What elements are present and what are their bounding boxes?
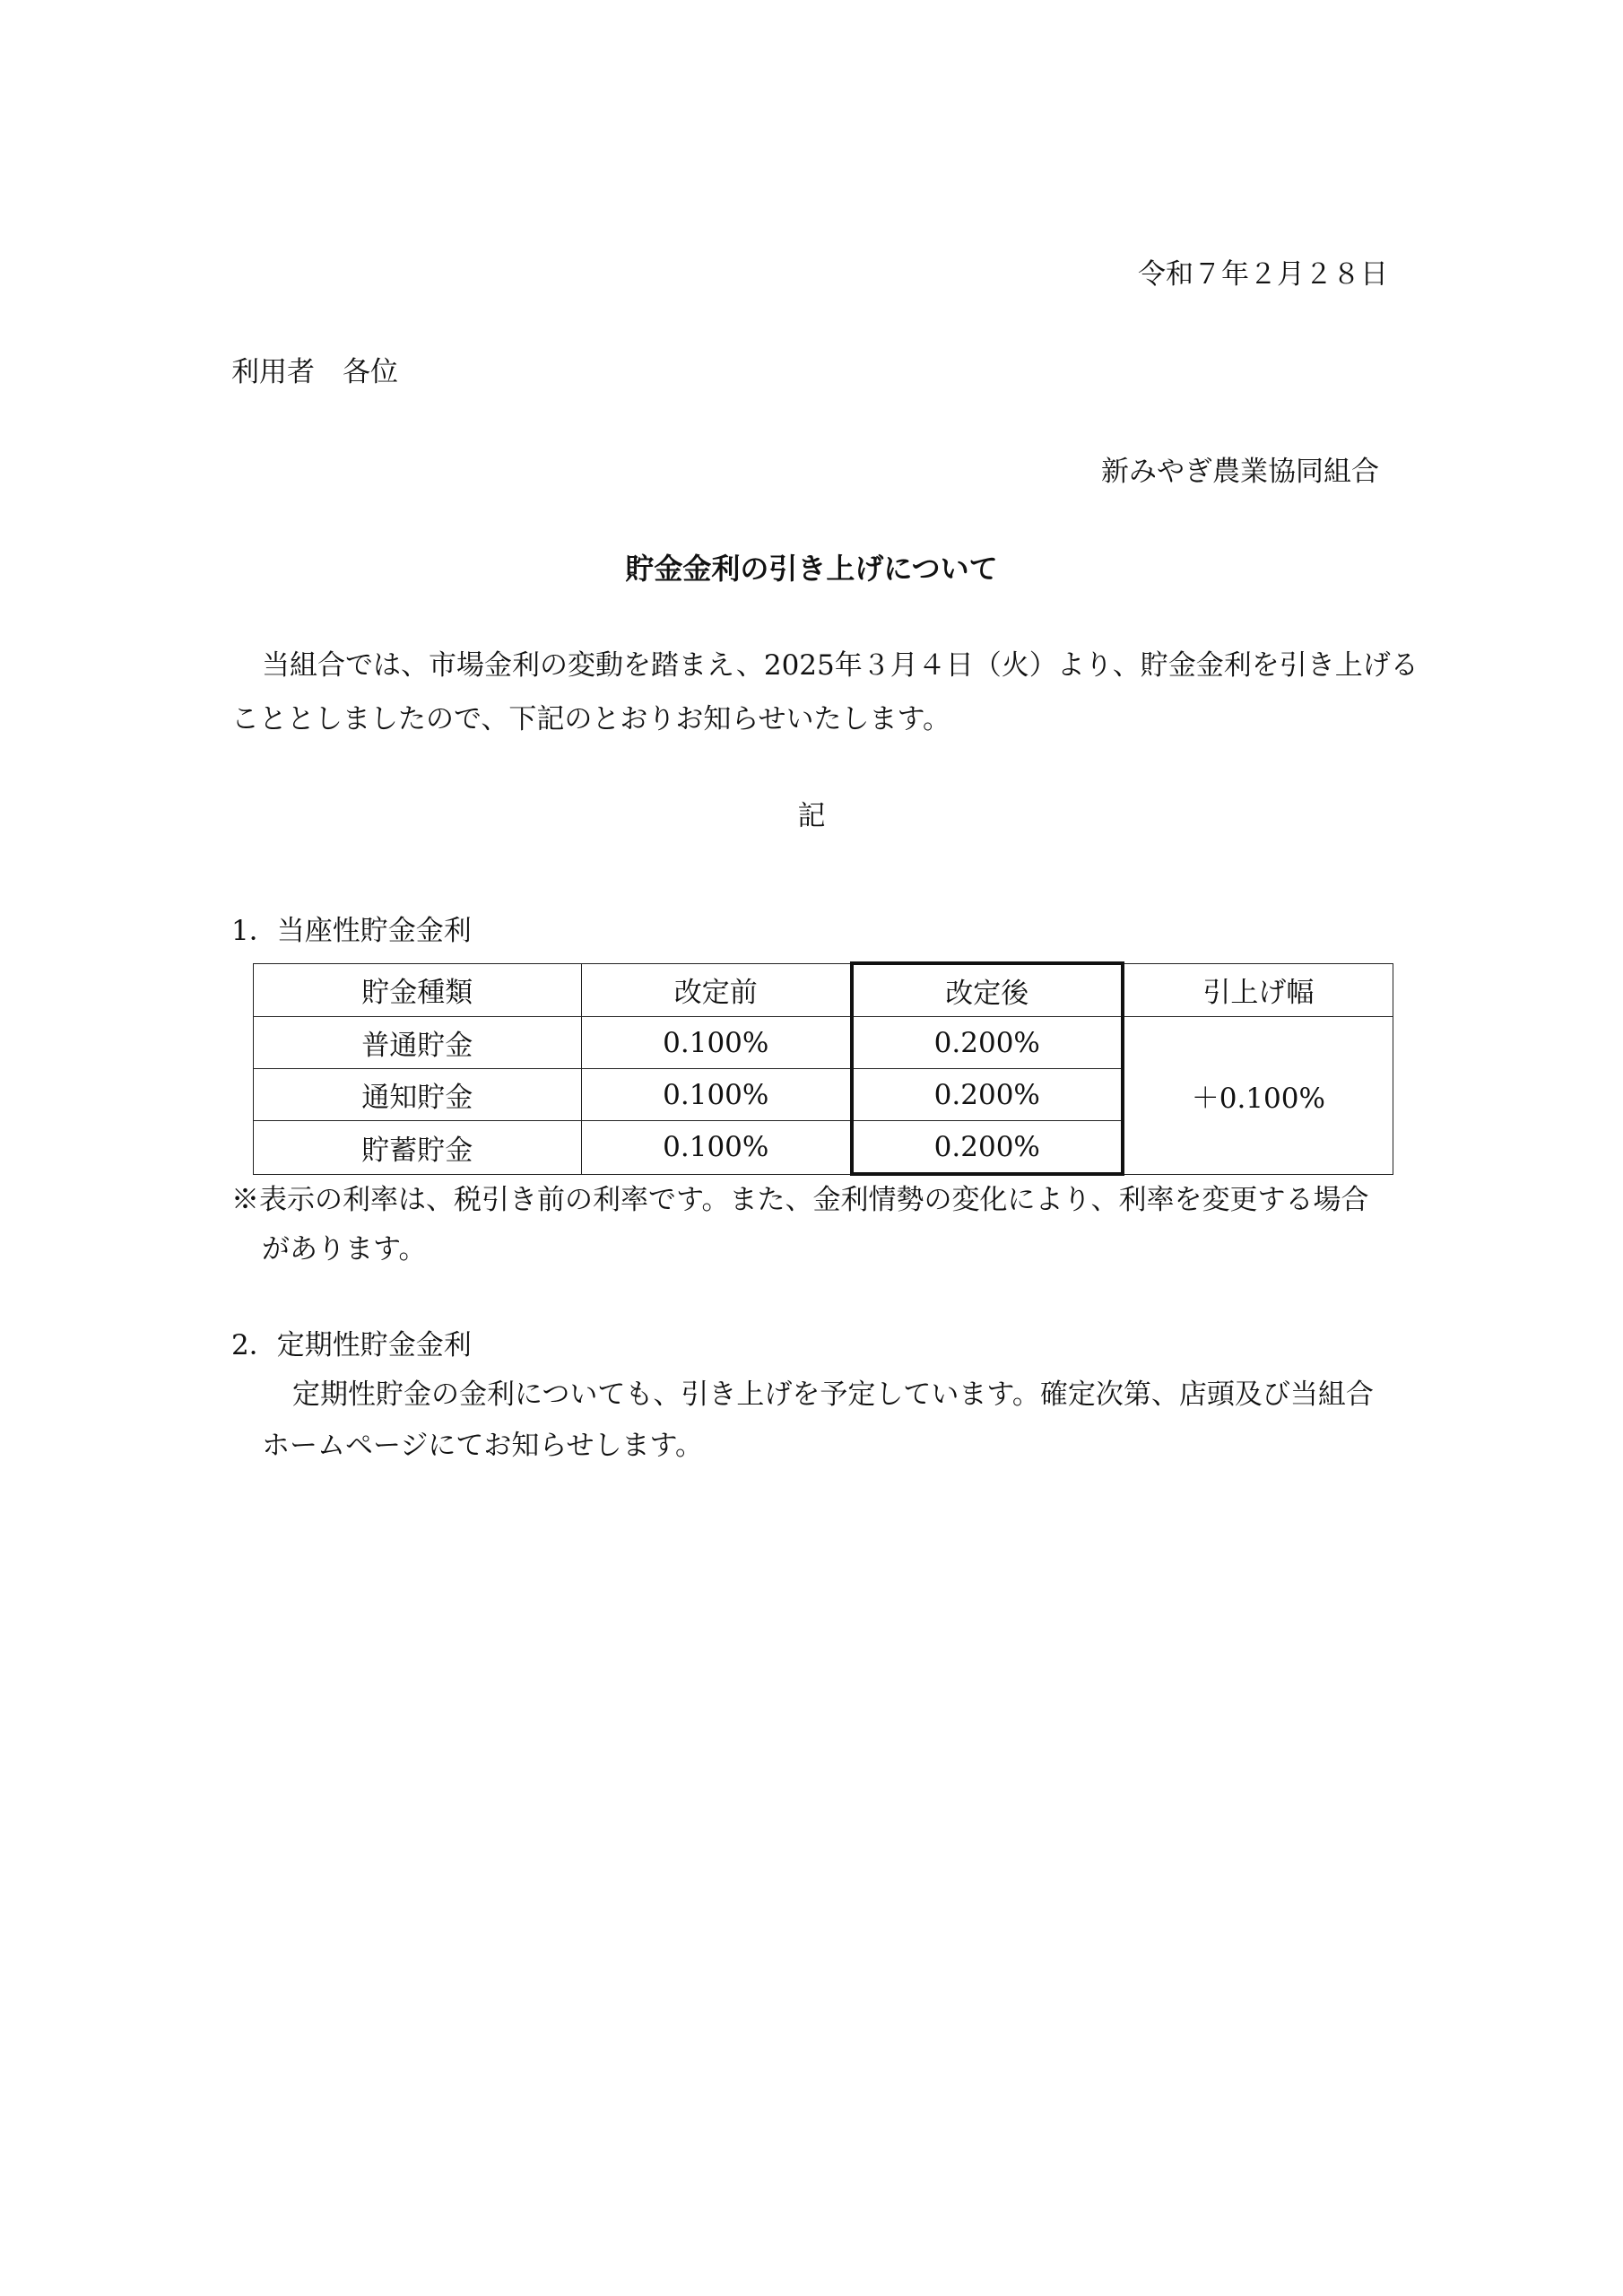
cell-before: 0.100% xyxy=(581,1069,852,1121)
rate-table xyxy=(253,961,1393,1176)
section-2-body-line-1: 定期性貯金の金利についても、引き上げを予定しています。確定次第、店頭及び当組合 xyxy=(292,1378,1374,1411)
issue-date: 令和７年２月２８日 xyxy=(1138,258,1388,291)
document-title: 貯金金利の引き上げについて xyxy=(625,552,998,586)
note-line-2: があります。 xyxy=(262,1233,427,1265)
section-2-heading: 2．定期性貯金金利 xyxy=(231,1329,472,1361)
cell-type: 普通貯金 xyxy=(254,1017,582,1069)
cell-after: 0.200% xyxy=(852,1069,1123,1121)
header-cell-increase: 引上げ幅 xyxy=(1123,963,1393,1017)
sender-name: 新みやぎ農業協同組合 xyxy=(1101,456,1379,488)
table-header-row xyxy=(254,963,1393,1017)
cell-after: 0.200% xyxy=(852,1121,1123,1175)
addressee: 利用者 各位 xyxy=(231,356,398,388)
ki-heading: 記 xyxy=(797,800,826,832)
cell-after: 0.200% xyxy=(852,1017,1123,1069)
intro-line-1: 当組合では、市場金利の変動を踏まえ、2025年３月４日（火）より、貯金金利を引き上げる xyxy=(262,649,1419,682)
cell-before: 0.100% xyxy=(581,1017,852,1069)
header-cell-after: 改定後 xyxy=(852,963,1123,1017)
table-row xyxy=(254,1017,1393,1069)
cell-type: 貯蓄貯金 xyxy=(254,1121,582,1175)
cell-type: 通知貯金 xyxy=(254,1069,582,1121)
section-2-body-line-2: ホームページにてお知らせします。 xyxy=(262,1430,703,1462)
cell-before: 0.100% xyxy=(581,1121,852,1175)
intro-line-2: こととしましたので、下記のとおりお知らせいたします。 xyxy=(231,703,950,735)
section-1-heading: 1．当座性貯金金利 xyxy=(231,915,472,947)
header-cell-before: 改定前 xyxy=(581,963,852,1017)
header-cell-type: 貯金種類 xyxy=(254,963,582,1017)
cell-increase: ＋0.100% xyxy=(1123,1017,1393,1175)
note-line-1: ※表示の利率は、税引き前の利率です。また、金利情勢の変化により、利率を変更する場合 xyxy=(231,1184,1369,1216)
